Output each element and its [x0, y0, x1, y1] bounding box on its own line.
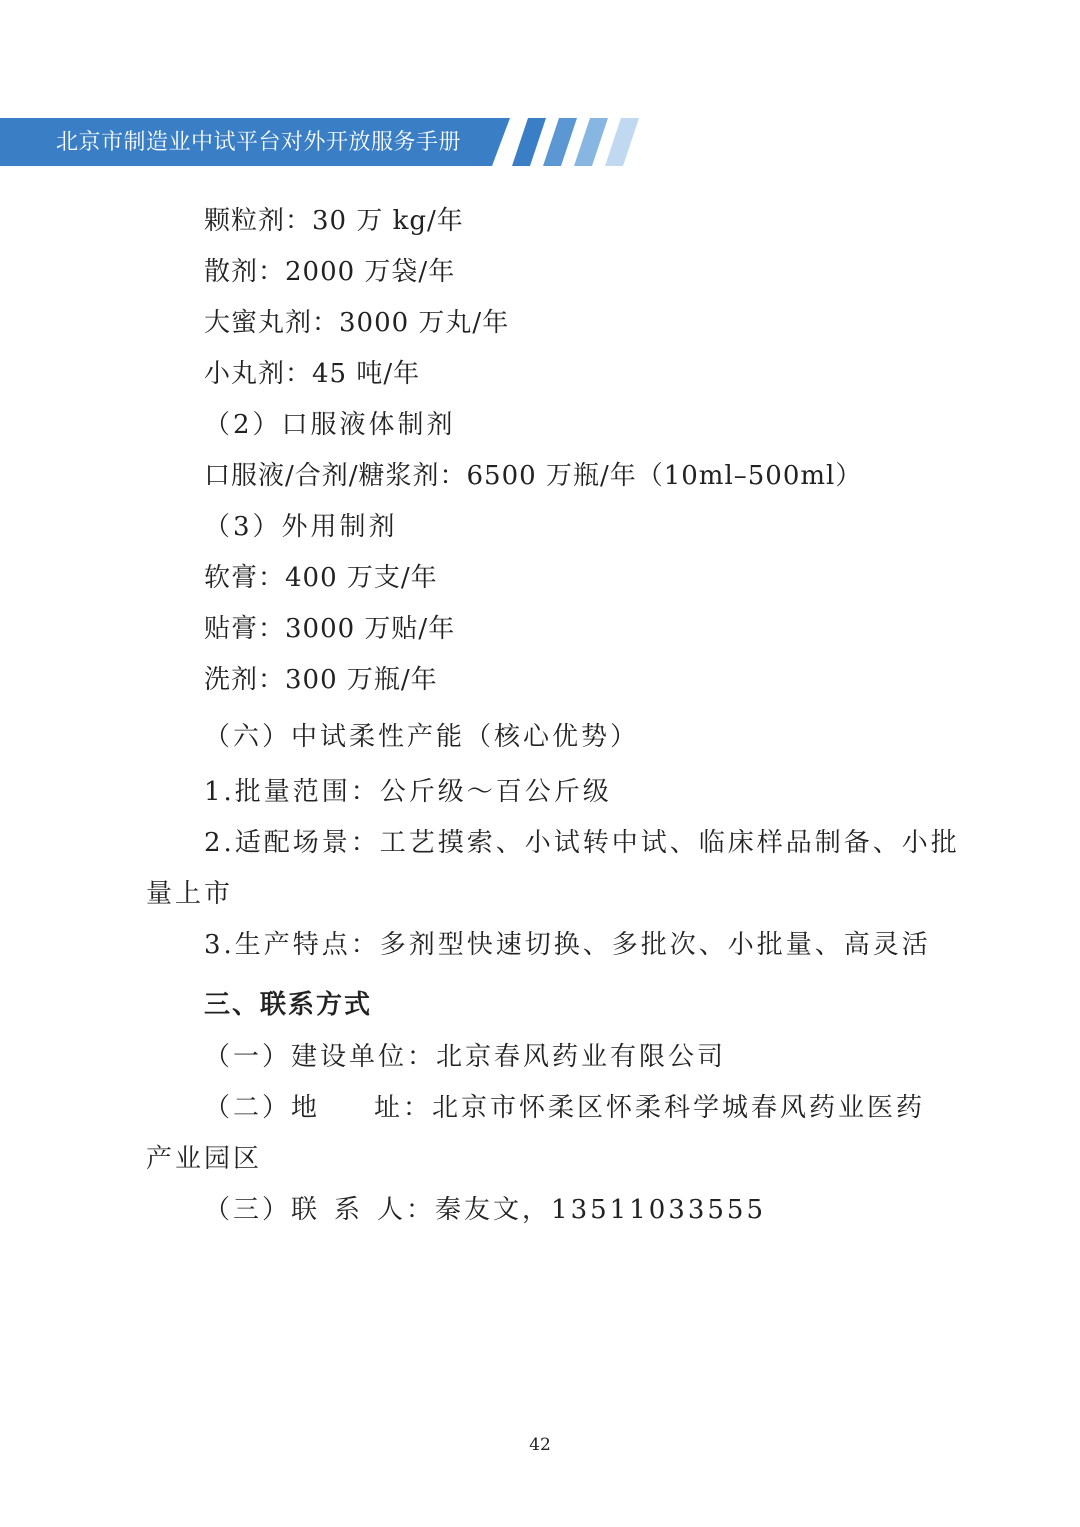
batch-range: 1.批量范围：公斤级～百公斤级 [204, 777, 612, 807]
address-line-2: 产业园区 [146, 1144, 263, 1174]
contact-person-value: 人：秦友文，13511033555 [377, 1195, 766, 1225]
address-line-1 [204, 1091, 925, 1125]
contact-heading: 三、联系方式 [204, 990, 373, 1020]
powder-capacity: 散剂：2000 万袋/年 [204, 257, 456, 287]
ointment-capacity: 软膏：400 万支/年 [204, 563, 438, 593]
header-title: 北京市制造业中试平台对外开放服务手册 [56, 130, 462, 155]
flexible-capacity-heading: （六）中试柔性产能（核心优势） [204, 722, 640, 752]
external-heading: （3）外用制剂 [204, 512, 398, 542]
address-label-suffix: 址： [374, 1093, 433, 1123]
construction-unit: （一）建设单位：北京春风药业有限公司 [204, 1042, 727, 1072]
header-stripe-3 [574, 118, 608, 166]
scenario-line-2: 量上市 [146, 879, 234, 909]
oral-liquid-heading: （2）口服液体制剂 [204, 410, 456, 440]
small-pill-capacity: 小丸剂：45 吨/年 [204, 359, 421, 389]
granule-capacity: 颗粒剂：30 万 kg/年 [204, 206, 464, 236]
oral-liquid-capacity: 口服液/合剂/糖浆剂：6500 万瓶/年（10ml–500ml） [204, 461, 863, 491]
plaster-capacity: 贴膏：3000 万贴/年 [204, 614, 456, 644]
scenario-line-1: 2.适配场景：工艺摸索、小试转中试、临床样品制备、小批 [204, 828, 960, 858]
header-stripe-1 [512, 118, 546, 166]
production-features: 3.生产特点：多剂型快速切换、多批次、小批量、高灵活 [204, 930, 931, 960]
page-number: 42 [529, 1435, 551, 1455]
header-stripe-2 [543, 118, 577, 166]
header-stripe-4 [605, 118, 639, 166]
address-label-prefix: （二）地 [204, 1093, 321, 1123]
big-pill-capacity: 大蜜丸剂：3000 万丸/年 [204, 308, 510, 338]
header-banner [0, 118, 1080, 166]
address-value: 北京市怀柔区怀柔科学城春风药业医药 [432, 1093, 926, 1123]
contact-person-prefix: （三）联 [204, 1195, 321, 1225]
contact-person-mid: 系 [334, 1195, 364, 1225]
lotion-capacity: 洗剂：300 万瓶/年 [204, 665, 438, 695]
contact-person [204, 1193, 766, 1227]
